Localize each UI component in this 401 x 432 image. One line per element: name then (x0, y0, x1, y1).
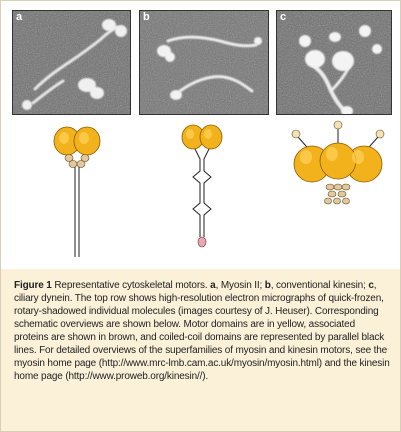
caption-c-label: c (368, 280, 374, 291)
caption-lead: Representative cytoskeletal motors. (54, 280, 208, 291)
caption-body: The top row shows high-resolution electron micrographs of quick-frozen, rotary-shadowed individual molecules (images courtesy of J. Heuser). Corresponding schematic overviews are shown below. Motor domains are in yellow, associated proteins are shown in brown, and coiled-coil domains are represented by parallel black lines. For detailed overviews of the superfamilies of myosin and kinesin motors, see the myosin home page (http://www.mrc-lmb.cam.ac.uk/myosin/myosin.html) and the kinesin home page (http://www.proweb.org/kinesin//). (14, 293, 390, 382)
panel-label-c: c (280, 11, 287, 23)
micrograph-panel-b (139, 10, 269, 115)
kinesin-schematic (173, 119, 233, 264)
figure-caption (1, 269, 400, 431)
micrograph-panel-a (12, 10, 131, 115)
dynein-micrograph (277, 11, 391, 114)
kinesin-micrograph (140, 11, 268, 114)
caption-a-label: a (210, 280, 216, 291)
caption-c-text: ciliary dynein. (14, 293, 73, 304)
dynein-schematic (284, 119, 392, 219)
caption-b-text: conventional kinesin; (276, 280, 366, 291)
caption-a-text: Myosin II; (220, 280, 263, 291)
figure-label: Figure 1 (14, 280, 52, 291)
micrograph-panel-c (276, 10, 392, 115)
panel-label-b: b (143, 11, 150, 23)
panel-label-a: a (16, 11, 23, 23)
caption-text: Figure 1 Representative cytoskeletal motors. a, Myosin II; b, conventional kinesin; c, ciliary dynein. The top row shows high-resolution electron micrographs of quick-frozen, rotary-shadowed individual molecules (images courtesy of J. Heuser). Corresponding schematic overviews are shown below. Motor domains are in yellow, associated proteins are shown in brown, and coiled-coil domains are represented by parallel black lines. For detailed overviews of the superfamilies of myosin and kinesin motors, see the myosin home page (http://www.mrc-lmb.cam.ac.uk/myosin/myosin.html) and the kinesin home page (http://www.proweb.org/kinesin//). (14, 280, 390, 382)
myosin-schematic (39, 119, 119, 264)
caption-b-label: b (264, 280, 271, 291)
myosin-micrograph (13, 11, 130, 114)
